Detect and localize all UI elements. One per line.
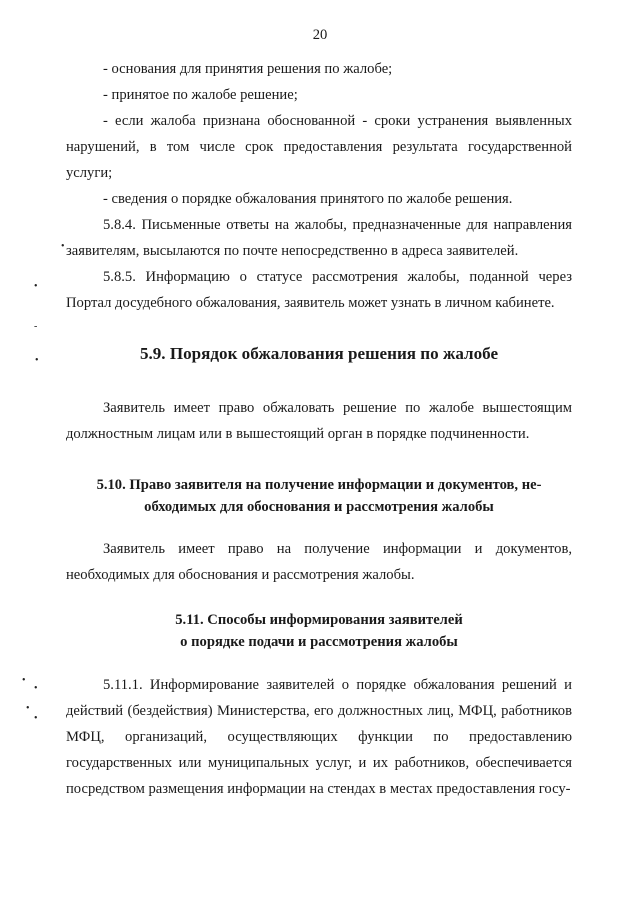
heading-line: 5.10. Право заявителя на получение информации и документов, не- [96,477,542,493]
list-item-decision: - принятое по жалобе решение; [103,87,298,103]
section-heading-5-10 [66,474,572,518]
paragraph-5-9: Заявитель имеет право обжаловать решение по жалобе вышестоящим должностным лицам или в вышестоящий орган в порядке подчиненности. [66,400,572,442]
scan-speck: • [22,675,26,686]
paragraph-5-10: Заявитель имеет право на получение информации и документов, необходимых для обоснования и рассмотрения жалобы. [66,541,572,583]
scan-speck: • [34,683,38,694]
heading-line: 5.11. Способы информирования заявителей [175,612,463,628]
scan-speck: • [34,713,38,724]
list-item-deadlines: - если жалоба признана обоснованной - сроки устранения выявленных нарушений, в том числе срок предоставления результата государственной услуги; [66,113,572,181]
section-heading-5-9: 5.9. Порядок обжалования решения по жалобе [139,344,499,363]
scan-speck: • [35,355,39,366]
paragraph-5-8-4: 5.8.4. Письменные ответы на жалобы, предназначенные для направления заявителям, высылаются по почте непосредственно в адреса заявителей. [66,217,572,259]
paragraph-5-11-1: 5.11.1. Информирование заявителей о порядке обжалования решений и действий (бездействия) Министерства, его должностных лиц, МФЦ, работников МФЦ, организаций, осуществляющих функции по предоставлению государственных или муниципальных услуг, и их работников, обеспечивается посредством размещения информации на стендах в местах предоставления госу- [66,677,572,797]
scan-speck: • [61,241,65,252]
page-number: 20 [312,27,328,43]
scan-speck: - [34,321,38,332]
scan-speck: • [26,703,30,714]
heading-line: обходимых для обоснования и рассмотрения жалобы [144,499,494,515]
list-item-grounds: - основания для принятия решения по жалобе; [103,61,393,77]
section-heading-5-11 [66,609,572,653]
scan-speck: • [34,281,38,292]
heading-line: о порядке подачи и рассмотрения жалобы [180,634,458,650]
list-item-appeal-info: - сведения о порядке обжалования принятого по жалобе решения. [103,191,513,207]
paragraph-5-8-5: 5.8.5. Информацию о статусе рассмотрения жалобы, поданной через Портал досудебного обжалования, заявитель может узнать в личном кабинете. [66,269,572,311]
